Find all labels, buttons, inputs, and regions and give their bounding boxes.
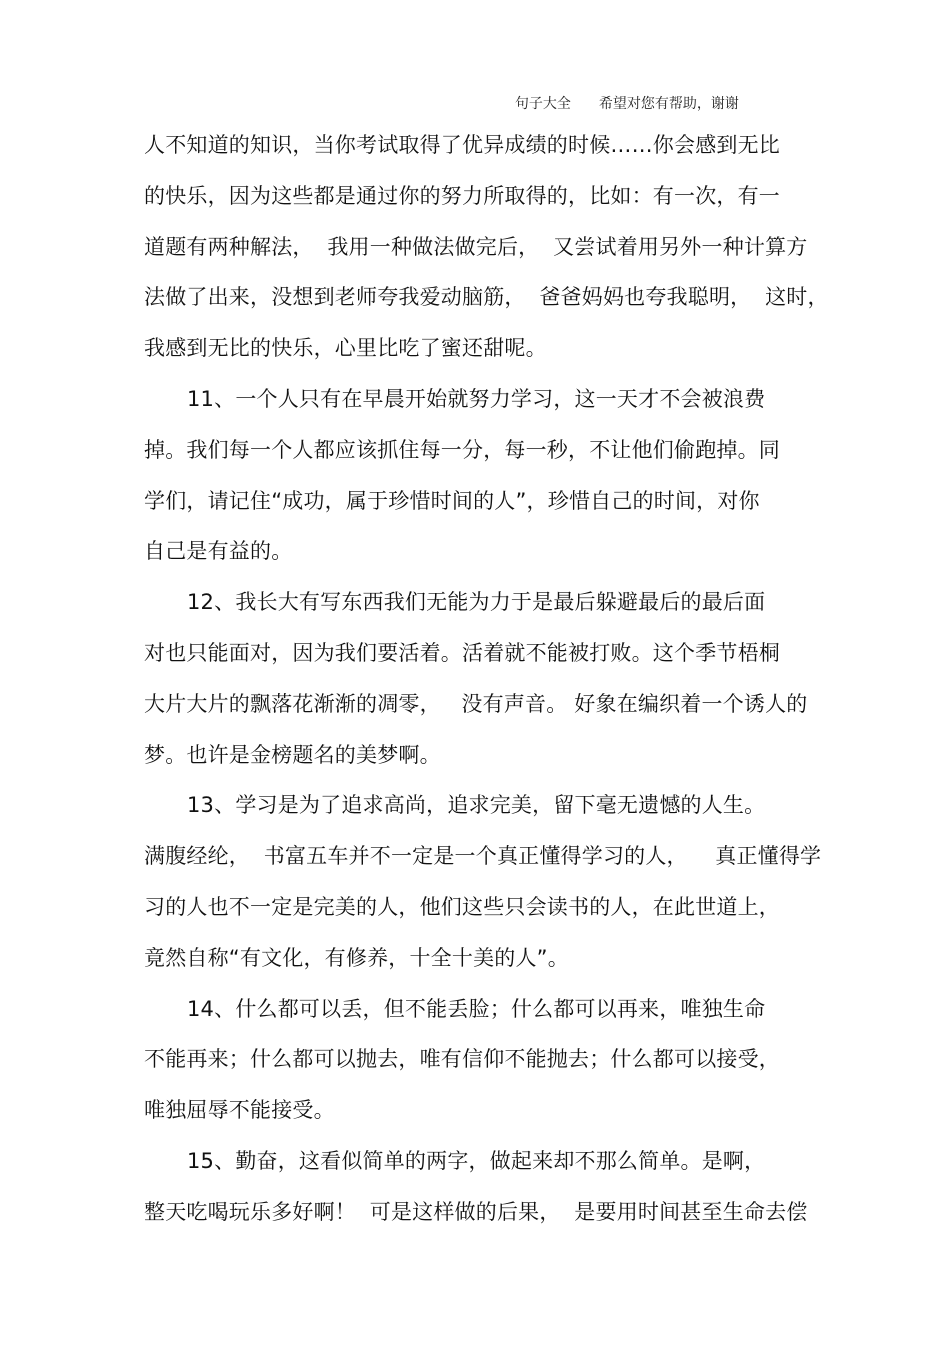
text-line: 竟然自称“有文化，有修养，十全十美的人”。 — [144, 945, 569, 970]
header-right-text: 希望对您有帮助，谢谢 — [598, 96, 739, 112]
text-line: 大片大片的飘落花渐渐的凋零， 没有声音。 好象在编织着一个诱人的 — [144, 691, 808, 716]
paragraph-start-13: 13、学习是为了追求高尚，追求完美，留下毫无遗憾的人生。 — [187, 793, 766, 818]
text-line: 的快乐，因为这些都是通过你的努力所取得的，比如：有一次，有一 — [144, 183, 780, 208]
text-line: 唯独屈辱不能接受。 — [144, 1098, 335, 1123]
text-line: 不能再来；什么都可以抛去，唯有信仰不能抛去；什么都可以接受， — [144, 1047, 780, 1072]
text-line: 习的人也不一定是完美的人，他们这些只会读书的人，在此世道上， — [144, 894, 780, 919]
page-header — [506, 74, 739, 114]
text-line: 掉。我们每一个人都应该抓住每一分，每一秒，不让他们偷跑掉。同 — [144, 437, 780, 462]
paragraph-start-11: 11、一个人只有在早晨开始就努力学习，这一天才不会被浪费 — [187, 386, 766, 411]
paragraph-start-15: 15、勤奋，这看似简单的两字，做起来却不那么简单。是啊， — [187, 1148, 766, 1173]
text-line: 梦。也许是金榜题名的美梦啊。 — [144, 742, 441, 767]
text-line: 人不知道的知识，当你考试取得了优异成绩的时候……你会感到无比 — [144, 133, 780, 157]
text-line: 学们，请记住“成功，属于珍惜时间的人”，珍惜自己的时间，对你 — [144, 488, 760, 513]
text-line: 对也只能面对，因为我们要活着。活着就不能被打败。这个季节梧桐 — [144, 640, 780, 665]
text-line: 我感到无比的快乐，心里比吃了蜜还甜呢。 — [144, 336, 547, 361]
document-body — [144, 127, 829, 1245]
text-line: 法做了出来，没想到老师夸我爱动脑筋， 爸爸妈妈也夸我聪明， 这时， — [144, 285, 829, 310]
header-left-text: 句子大全 — [514, 96, 571, 112]
text-line: 自己是有益的。 — [144, 539, 293, 564]
paragraph-start-12: 12、我长大有写东西我们无能为力于是最后躲避最后的最后面 — [187, 590, 766, 615]
paragraph-start-14: 14、什么都可以丢，但不能丢脸；什么都可以再来，唯独生命 — [187, 996, 766, 1021]
text-line: 整天吃喝玩乐多好啊！ 可是这样做的后果， 是要用时间甚至生命去偿 — [144, 1199, 808, 1224]
text-line: 满腹经纶， 书富五车并不一定是一个真正懂得学习的人， 真正懂得学 — [144, 844, 822, 869]
text-line: 道题有两种解法， 我用一种做法做完后， 又尝试着用另外一种计算方 — [144, 234, 808, 259]
